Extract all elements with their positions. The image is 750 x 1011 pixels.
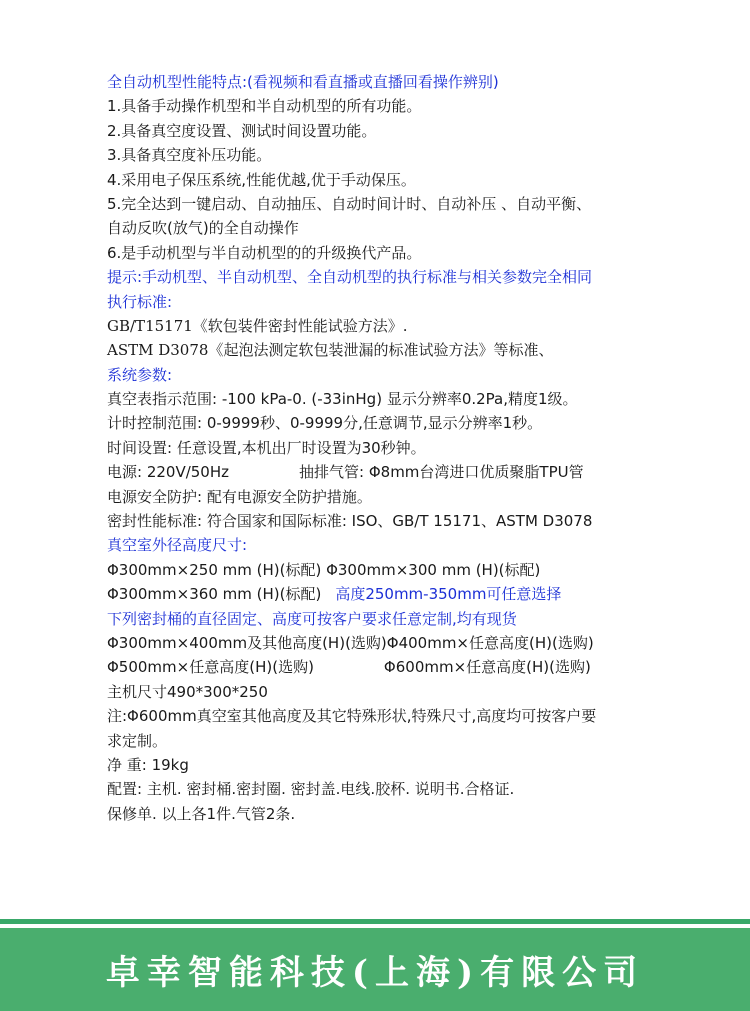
host-dimensions: 主机尺寸490*300*250 <box>107 682 268 701</box>
chamber-size-standard-1: Φ300mm×250 mm (H)(标配) Φ300mm×300 mm (H)(标配) <box>107 560 541 579</box>
chamber-size-line-2 <box>107 582 707 606</box>
tip-line: 提示:手动机型、半自动机型、全自动机型的执行标准与相关参数完全相同 <box>107 268 593 287</box>
feature-2: 2.具备真空度设置、测试时间设置功能。 <box>107 121 377 140</box>
custom-chamber-note: 下列密封桶的直径固定、高度可按客户要求任意定制,均有现货 <box>107 609 517 628</box>
company-footer <box>0 919 750 1011</box>
heading-standards: 执行标准: <box>107 292 173 311</box>
heading-chamber-size: 真空室外径高度尺寸: <box>107 536 248 555</box>
option-sizes-2 <box>107 655 707 679</box>
param-power-line <box>107 460 707 484</box>
chamber-size-standard-3: Φ300mm×360 mm (H)(标配) <box>107 585 322 604</box>
spec-text-block <box>107 70 707 826</box>
footer-band <box>0 928 750 1011</box>
configuration-cont: 保修单. 以上各1件.气管2条. <box>107 804 296 823</box>
note-600: 注:Φ600mm真空室其他高度及其它特殊形状,特殊尺寸,高度均可按客户要 <box>107 707 597 726</box>
standard-gb: GB/T15171《软包装件密封性能试验方法》. <box>107 316 408 335</box>
feature-5-cont: 自动反吹(放气)的全自动操作 <box>107 219 299 238</box>
net-weight: 净 重: 19kg <box>107 755 189 774</box>
chamber-height-note: 高度250mm-350mm可任意选择 <box>335 585 562 604</box>
company-name: 卓幸智能科技(上海)有限公司 <box>105 953 645 993</box>
option-600: Φ600mm×任意高度(H)(选购) <box>383 658 591 677</box>
param-vacuum-range: 真空表指示范围: -100 kPa-0. (-33inHg) 显示分辨率0.2Pa,精度1级。 <box>107 390 578 409</box>
param-time-setting: 时间设置: 任意设置,本机出厂时设置为30秒钟。 <box>107 438 426 457</box>
param-power: 电源: 220V/50Hz <box>107 463 230 482</box>
feature-1: 1.具备手动操作机型和半自动机型的所有功能。 <box>107 97 422 116</box>
param-timer-range: 计时控制范围: 0-9999秒、0-9999分,任意调节,显示分辨率1秒。 <box>107 414 543 433</box>
option-sizes-1: Φ300mm×400mm及其他高度(H)(选购)Φ400mm×任意高度(H)(选购) <box>107 633 594 652</box>
standard-astm: ASTM D3078《起泡法测定软包装泄漏的标准试验方法》等标准、 <box>107 341 554 360</box>
param-power-protection: 电源安全防护: 配有电源安全防护措施。 <box>107 487 372 506</box>
feature-4: 4.采用电子保压系统,性能优越,优于手动保压。 <box>107 170 416 189</box>
param-seal-standard: 密封性能标准: 符合国家和国际标准: ISO、GB/T 15171、ASTM D3078 <box>107 512 593 531</box>
heading-system-params: 系统参数: <box>107 365 173 384</box>
param-exhaust-pipe: 抽排气管: Φ8mm台湾进口优质聚脂TPU管 <box>299 463 584 482</box>
heading-full-auto-features: 全自动机型性能特点:(看视频和看直播或直播回看操作辨别) <box>107 73 499 91</box>
configuration: 配置: 主机. 密封桶.密封圈. 密封盖.电线.胶杯. 说明书.合格证. <box>107 780 515 799</box>
feature-6: 6.是手动机型与半自动机型的的升级换代产品。 <box>107 243 422 262</box>
note-600-cont: 求定制。 <box>107 731 168 750</box>
feature-5: 5.完全达到一键启动、自动抽压、自动时间计时、自动补压 、自动平衡、 <box>107 194 592 213</box>
option-500: Φ500mm×任意高度(H)(选购) <box>107 658 314 677</box>
feature-3: 3.具备真空度补压功能。 <box>107 146 272 165</box>
